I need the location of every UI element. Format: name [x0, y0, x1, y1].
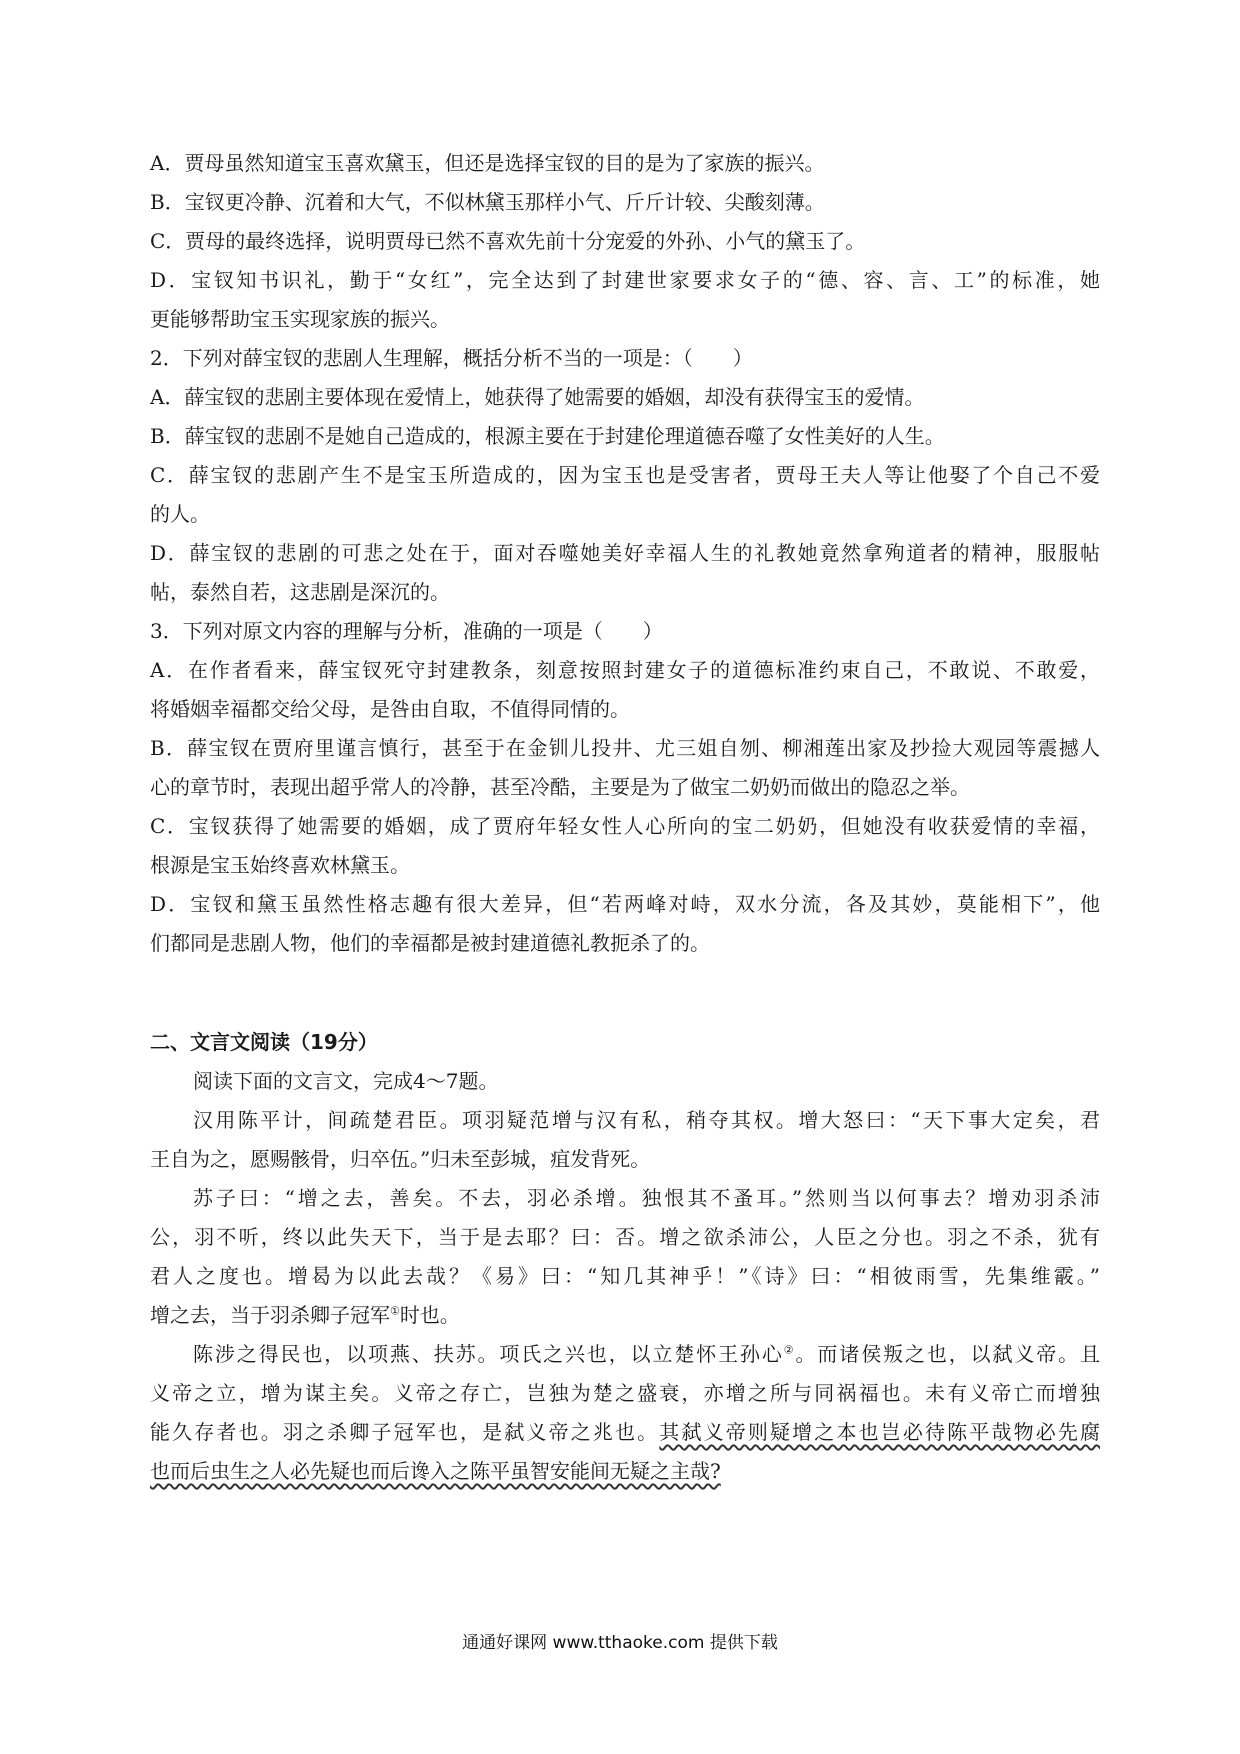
q1-option-c: C．贾母的最终选择，说明贾母已然不喜欢先前十分宠爱的外孙、小气的黛玉了。 — [150, 229, 866, 253]
q2-stem: 2．下列对薛宝钗的悲剧人生理解，概括分析不当的一项是：（ ） — [150, 346, 753, 370]
passage-p2-line3: 君人之度也。增曷为以此去哉？《易》曰：“知几其神乎！”《诗》曰：“相彼雨雪，先集维霰。” — [150, 1264, 1100, 1288]
q2-option-a: A．薛宝钗的悲剧主要体现在爱情上，她获得了她需要的婚姻，却没有获得宝玉的爱情。 — [150, 385, 925, 409]
q3-option-c-line1: C．宝钗获得了她需要的婚姻，成了贾府年轻女性人心所向的宝二奶奶，但她没有收获爱情的幸福， — [150, 814, 1100, 838]
q3-option-b-line1: B．薛宝钗在贾府里谨言慎行，甚至于在金钏儿投井、尤三姐自刎、柳湘莲出家及抄捡大观园等震撼人 — [150, 736, 1100, 760]
passage-text: 时也。 — [399, 1303, 460, 1327]
q2-option-b: B．薛宝钗的悲剧不是她自己造成的，根源主要在于封建伦理道德吞噬了女性美好的人生。 — [150, 424, 945, 448]
passage-text: 陈涉之得民也，以项燕、扶苏。项氏之兴也，以立楚怀王孙心 — [193, 1342, 784, 1366]
q3-stem: 3．下列对原文内容的理解与分析，准确的一项是（ ） — [150, 619, 663, 643]
wavy-underlined-text: 也而后虫生之人必先疑也而后谗入之陈平虽智安能间无疑之主哉? — [150, 1459, 721, 1483]
section-instruction: 阅读下面的文言文，完成4～7题。 — [193, 1069, 499, 1093]
passage-p2-line2: 公，羽不听，终以此失天下，当于是去耶？曰：否。增之欲杀沛公，人臣之分也。羽之不杀，犹有 — [150, 1225, 1100, 1249]
passage-p3-line2: 义帝之立，增为谋主矣。义帝之存亡，岂独为楚之盛衰，亦增之所与同祸福也。未有义帝亡而增独 — [150, 1381, 1100, 1405]
passage-text: 能久存者也。羽之杀卿子冠军也，是弑义帝之兆也。 — [150, 1420, 660, 1444]
q3-option-b-line2: 心的章节时，表现出超乎常人的冷静，甚至冷酷，主要是为了做宝二奶奶而做出的隐忍之举。 — [150, 775, 970, 799]
passage-p2-line4 — [150, 1296, 1100, 1335]
passage-p3-line4 — [150, 1452, 1100, 1491]
page-content — [150, 144, 1100, 1491]
q2-option-d-line2: 帖，泰然自若，这悲剧是深沉的。 — [150, 580, 450, 604]
q1-option-d-line1: D．宝钗知书识礼，勤于“女红”，完全达到了封建世家要求女子的“德、容、言、工”的标准，她 — [150, 268, 1100, 292]
wavy-underlined-text: 其弑义帝则疑增之本也岂必待陈平哉物必先腐 — [659, 1420, 1101, 1444]
q1-option-b: B．宝钗更冷静、沉着和大气，不似林黛玉那样小气、斤斤计较、尖酸刻薄。 — [150, 190, 825, 214]
q3-option-a-line2: 将婚姻幸福都交给父母，是咎由自取，不值得同情的。 — [150, 697, 630, 721]
q1-option-a: A．贾母虽然知道宝玉喜欢黛玉，但还是选择宝钗的目的是为了家族的振兴。 — [150, 151, 825, 175]
footnote-marker-1: ① — [390, 1304, 400, 1318]
q1-option-d-line2: 更能够帮助宝玉实现家族的振兴。 — [150, 307, 450, 331]
page-footer: 通通好课网 www.tthaoke.com 提供下载 — [462, 1633, 778, 1653]
q2-option-d-line1: D．薛宝钗的悲剧的可悲之处在于，面对吞噬她美好幸福人生的礼教她竟然拿殉道者的精神，服服帖 — [150, 541, 1100, 565]
q2-option-c-line2: 的人。 — [150, 502, 210, 526]
q2-option-c-line1: C．薛宝钗的悲剧产生不是宝玉所造成的，因为宝玉也是受害者，贾母王夫人等让他娶了个自己不爱 — [150, 463, 1100, 487]
q3-option-c-line2: 根源是宝玉始终喜欢林黛玉。 — [150, 853, 410, 877]
q3-option-d-line2: 们都同是悲剧人物，他们的幸福都是被封建道德礼教扼杀了的。 — [150, 931, 710, 955]
passage-p3-line3 — [150, 1413, 1100, 1452]
footnote-marker-2: ② — [783, 1343, 796, 1357]
passage-p1-line1: 汉用陈平计，间疏楚君臣。项羽疑范增与汉有私，稍夺其权。增大怒曰：“天下事大定矣，君 — [193, 1108, 1100, 1132]
passage-text: 。而诸侯叛之也，以弑义帝。且 — [795, 1342, 1101, 1366]
section-heading: 二、文言文阅读（19分） — [150, 1030, 378, 1054]
q3-option-a-line1: A．在作者看来，薛宝钗死守封建教条，刻意按照封建女子的道德标准约束自己，不敢说、不敢爱， — [150, 658, 1100, 682]
passage-p1-line2: 王自为之，愿赐骸骨，归卒伍。”归未至彭城，疽发背死。 — [150, 1147, 651, 1171]
passage-p2-line1: 苏子曰：“增之去，善矣。不去，羽必杀增。独恨其不蚤耳。”然则当以何事去？增劝羽杀沛 — [193, 1186, 1100, 1210]
q3-option-d-line1: D．宝钗和黛玉虽然性格志趣有很大差异，但“若两峰对峙，双水分流，各及其妙，莫能相下”，他 — [150, 892, 1100, 916]
passage-p3-line1 — [150, 1335, 1100, 1374]
passage-text: 增之去，当于羽杀卿子冠军 — [150, 1303, 390, 1327]
